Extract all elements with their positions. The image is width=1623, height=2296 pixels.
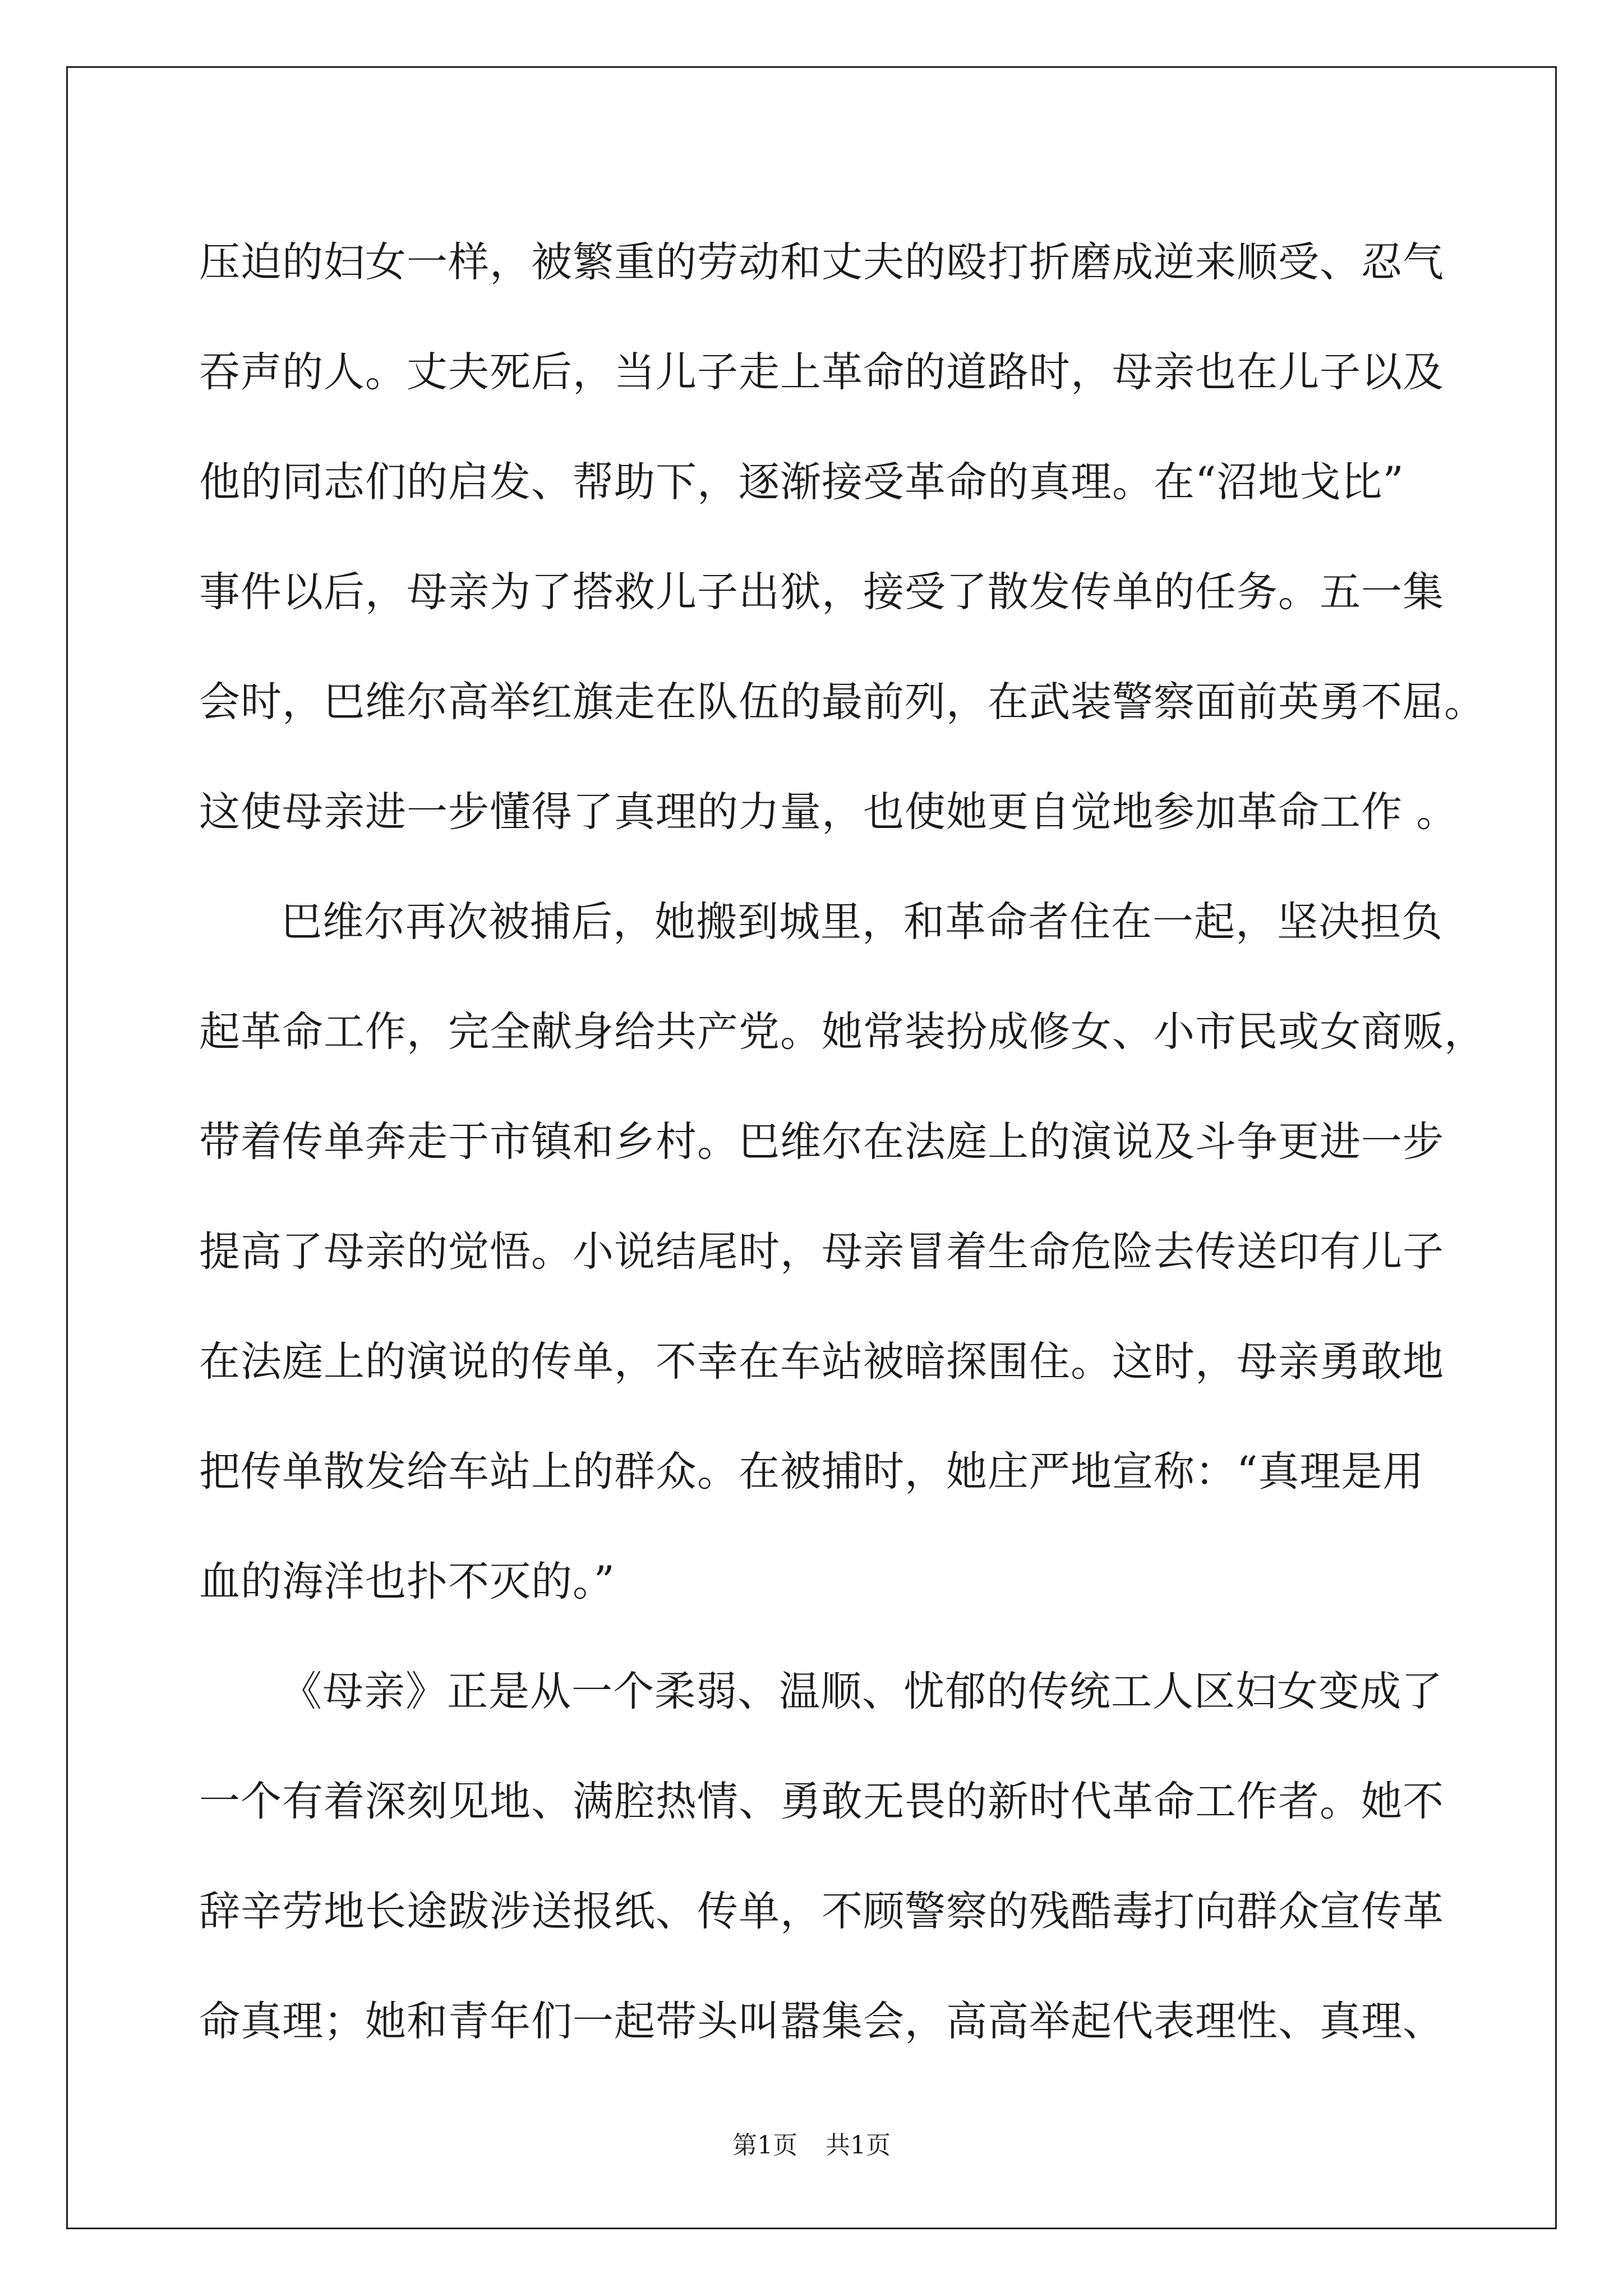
text-line-2: 吞声的人。丈夫死后，当儿子走上革命的道路时，母亲也在儿子以及: [199, 348, 1444, 396]
text-line-8: 起革命工作，完全献身给共产党。她常装扮成修女、小市民或女商贩，: [199, 1008, 1486, 1056]
text-line-10: 提高了母亲的觉悟。小说结尾时，母亲冒着生命危险去传送印有儿子: [199, 1228, 1444, 1276]
page-number: 第1页: [732, 2131, 797, 2160]
text-line-9: 带着传单奔走于市镇和乡村。巴维尔在法庭上的演说及斗争更进一步: [199, 1118, 1444, 1166]
text-line-1: 压迫的妇女一样，被繁重的劳动和丈夫的殴打折磨成逆来顺受、忍气: [199, 238, 1444, 286]
text-line-16: 辞辛劳地长途跋涉送报纸、传单，不顾警察的残酷毒打向群众宣传革: [199, 1888, 1444, 1935]
text-line-6: 这使母亲进一步懂得了真理的力量，也使她更自觉地参加革命工作 。: [199, 788, 1458, 836]
document-body: [199, 208, 1486, 2077]
page-total: 共1页: [826, 2131, 891, 2160]
text-line-5: 会时，巴维尔高举红旗走在队伍的最前列，在武装警察面前英勇不屈。: [199, 678, 1486, 726]
text-line-11: 在法庭上的演说的传单，不幸在车站被暗探围住。这时，母亲勇敢地: [199, 1338, 1444, 1386]
text-line-17: 命真理；她和青年们一起带头叫嚣集会，高高举起代表理性、真理、: [199, 1998, 1444, 2045]
text-line-15: 一个有着深刻见地、满腔热情、勇敢无畏的新时代革命工作者。她不: [199, 1778, 1444, 1825]
page-footer: [0, 2129, 1623, 2162]
text-line-12: 把传单散发给车站上的群众。在被捕时，她庄严地宣称：“真理是用: [199, 1448, 1424, 1496]
text-line-3: 他的同志们的启发、帮助下，逐渐接受革命的真理。在“沼地戈比”: [199, 458, 1404, 506]
text-line-13: 血的海洋也扑不灭的。”: [199, 1558, 615, 1605]
text-line-7: 巴维尔再次被捕后，她搬到城里，和革命者住在一起，坚决担负: [281, 898, 1443, 946]
text-line-4: 事件以后，母亲为了搭救儿子出狱，接受了散发传单的任务。五一集: [199, 568, 1444, 616]
text-line-14: 《母亲》正是从一个柔弱、温顺、忧郁的传统工人区妇女变成了: [281, 1668, 1443, 1715]
